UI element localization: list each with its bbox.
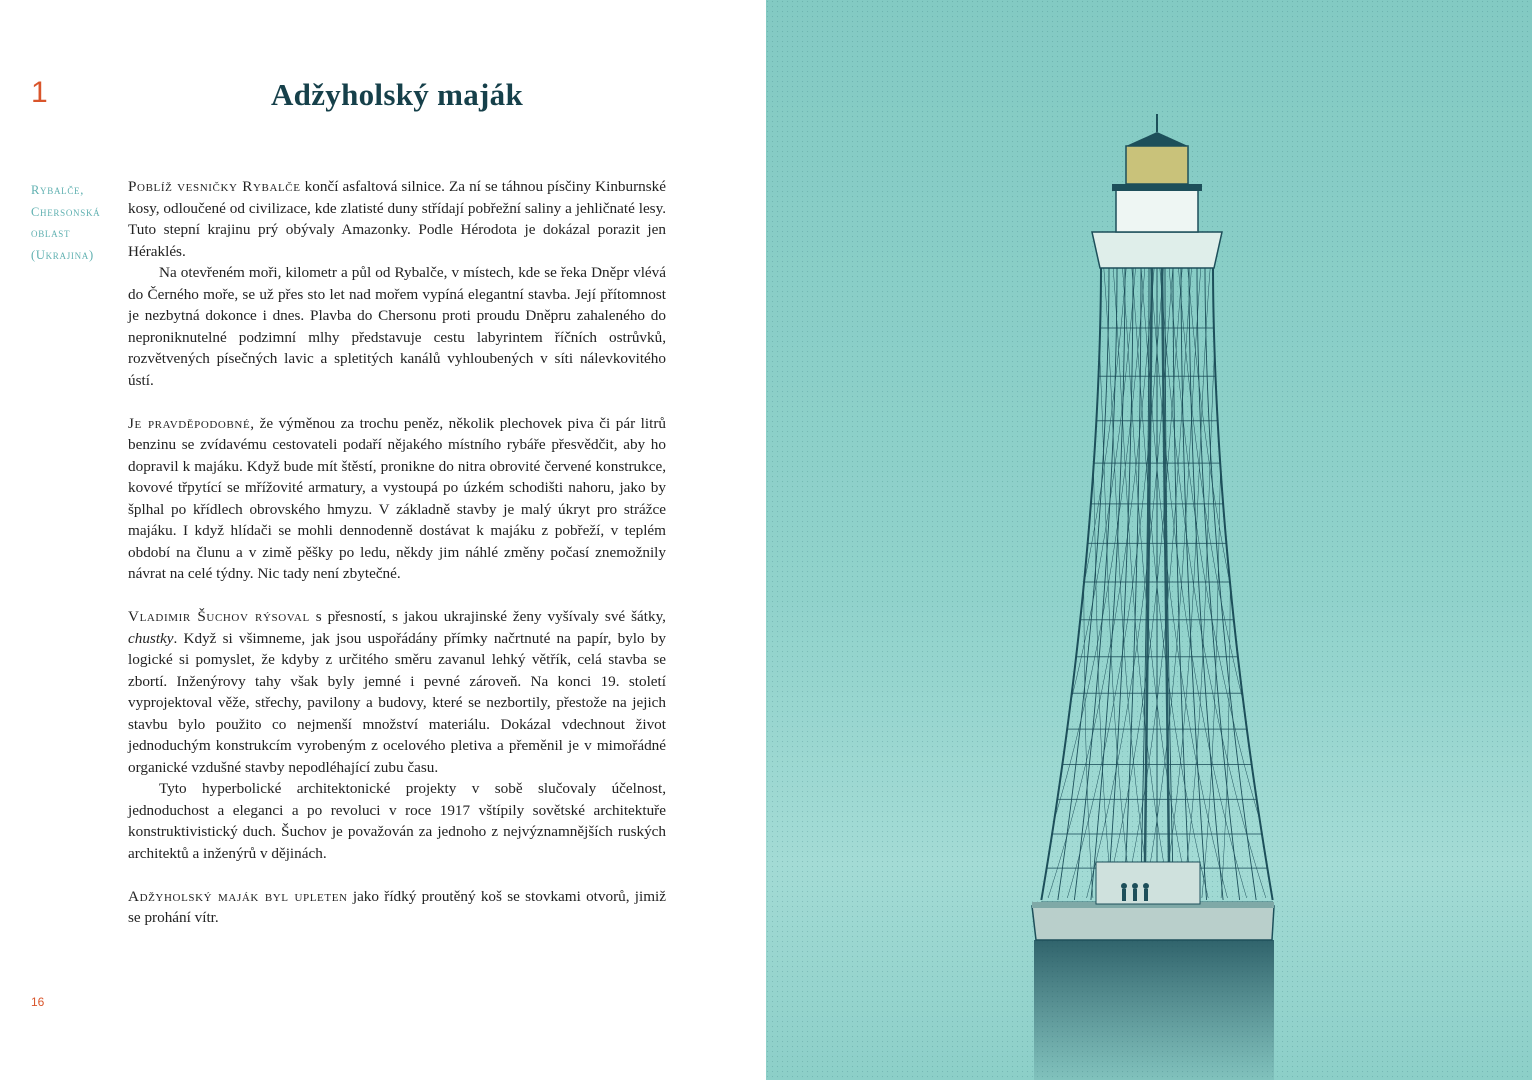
paragraph bbox=[128, 606, 666, 778]
paragraph-lead: Vladimir Šuchov rýsoval bbox=[128, 608, 310, 625]
paragraph-text: Na otevřeném moři, kilometr a půl od Rybalče, v místech, kde se řeka Dněpr vlévá do Černého moře, se už přes sto let nad mořem vypíná elegantní stavba. Její přítomnost je nezbytná dokonce i dnes. Plavba do Chersonu proti proudu Dněpru zahaleného do neproniknutelné podzimní mlhy představuje cestu labyrintem říčních ostrůvků, rozvětvených písečných lavic a spletitých kanálů vyhloubených v síti nálevkovitého ústí. bbox=[128, 264, 666, 389]
paragraph-lead: Je pravděpodobné bbox=[128, 414, 251, 432]
paragraph-emphasis: chustky bbox=[128, 629, 174, 647]
paragraph-text: . Když si všimneme, jak jsou uspořádány přímky načrtnuté na papír, bylo by logické si pomyslet, že kdyby z určitého směru zavanul lehký větřík, celá stavba se zbortí. Inženýrovy tahy však byly jemné i pevné zároveň. Na konci 19. století vyprojektoval věže, střechy, pavilony a budovy, které se nezbortily, přestože na jejich stavbu bylo použito co nejmenší množství materiálu. Dokázal vdechnout život jednoduchým konstrukcím vyrobeným z ocelového pletiva a přeměnil je v mimořádné organické vzdušné stavby nepodléhající zubu času. bbox=[128, 629, 666, 776]
lighthouse-illustration bbox=[766, 0, 1532, 1080]
paragraph bbox=[128, 413, 666, 585]
location-line: oblast bbox=[31, 226, 71, 241]
body-text bbox=[128, 176, 666, 929]
location-line: (Ukrajina) bbox=[31, 247, 94, 262]
paragraph-text: končí asfaltová silnice. Za ní se táhnou písčiny Kinburnské kosy, odloučené od civilizace, kde zlatisté duny střídají pobřežní saliny a jehličnaté lesy. Tuto stepní krajinu prý obývaly Amazonky. Podle Hérodota je dokázal porazit jen Héraklés. bbox=[128, 178, 667, 260]
paragraph-text: s přesností, s jakou ukrajinské ženy vyšívaly své šátky, bbox=[309, 608, 666, 625]
water-reflection bbox=[1034, 940, 1274, 1080]
paragraph bbox=[128, 778, 666, 864]
paragraph-lead: Poblíž vesničky Rybalče bbox=[128, 178, 301, 195]
paragraph bbox=[128, 176, 666, 262]
paragraph-text: Tyto hyperbolické architektonické projekty v sobě slučovaly účelnost, jednoduchost a eleganci a po revoluci v roce 1917 vštípily sovětské architektuře konstruktivistický duch. Šuchov je považován za jednoho z nejvýznamnějších ruských architektů a inženýrů v dějinách. bbox=[128, 780, 666, 862]
paragraph bbox=[128, 886, 666, 929]
chapter-number: 1 bbox=[31, 76, 48, 109]
illustration-page bbox=[766, 0, 1532, 1080]
location-line: Chersonská bbox=[31, 204, 101, 219]
paragraph-text: , že výměnou za trochu peněz, několik plechovek piva či pár litrů benzinu se zvídavému cestovateli podaří nějakého místního rybáře přesvědčit, aby ho dopravil k majáku. Když bude mít štěstí, pronikne do nitra obrovité červené konstrukce, kovové třpytící se mřížovité armatury, a vystoupá po úzkém schodišti nahoru, jako by šplhal po křídlech obrovského hmyzu. V základně stavby je malý úkryt pro strážce majáku. I když hlídači se mohli dennodenně dostávat k majáku z pobřeží, v teplém období na člunu a v zimě pěšky po ledu, někdy jim náhlé změny počasí znemožnily návrat na celé týdny. Nic tady není zbytečné. bbox=[128, 414, 666, 582]
chapter-title: Adžyholský maják bbox=[271, 77, 523, 112]
paragraph bbox=[128, 262, 666, 391]
paragraph-lead: Adžyholský maják byl upleten bbox=[128, 887, 348, 905]
page-number: 16 bbox=[31, 995, 45, 1009]
location-sidenote bbox=[31, 180, 126, 266]
location-line: Rybalče, bbox=[31, 183, 85, 197]
paragraph-text: jako řídký proutěný koš se stovkami otvorů, jimiž se prohání vítr. bbox=[128, 887, 667, 926]
